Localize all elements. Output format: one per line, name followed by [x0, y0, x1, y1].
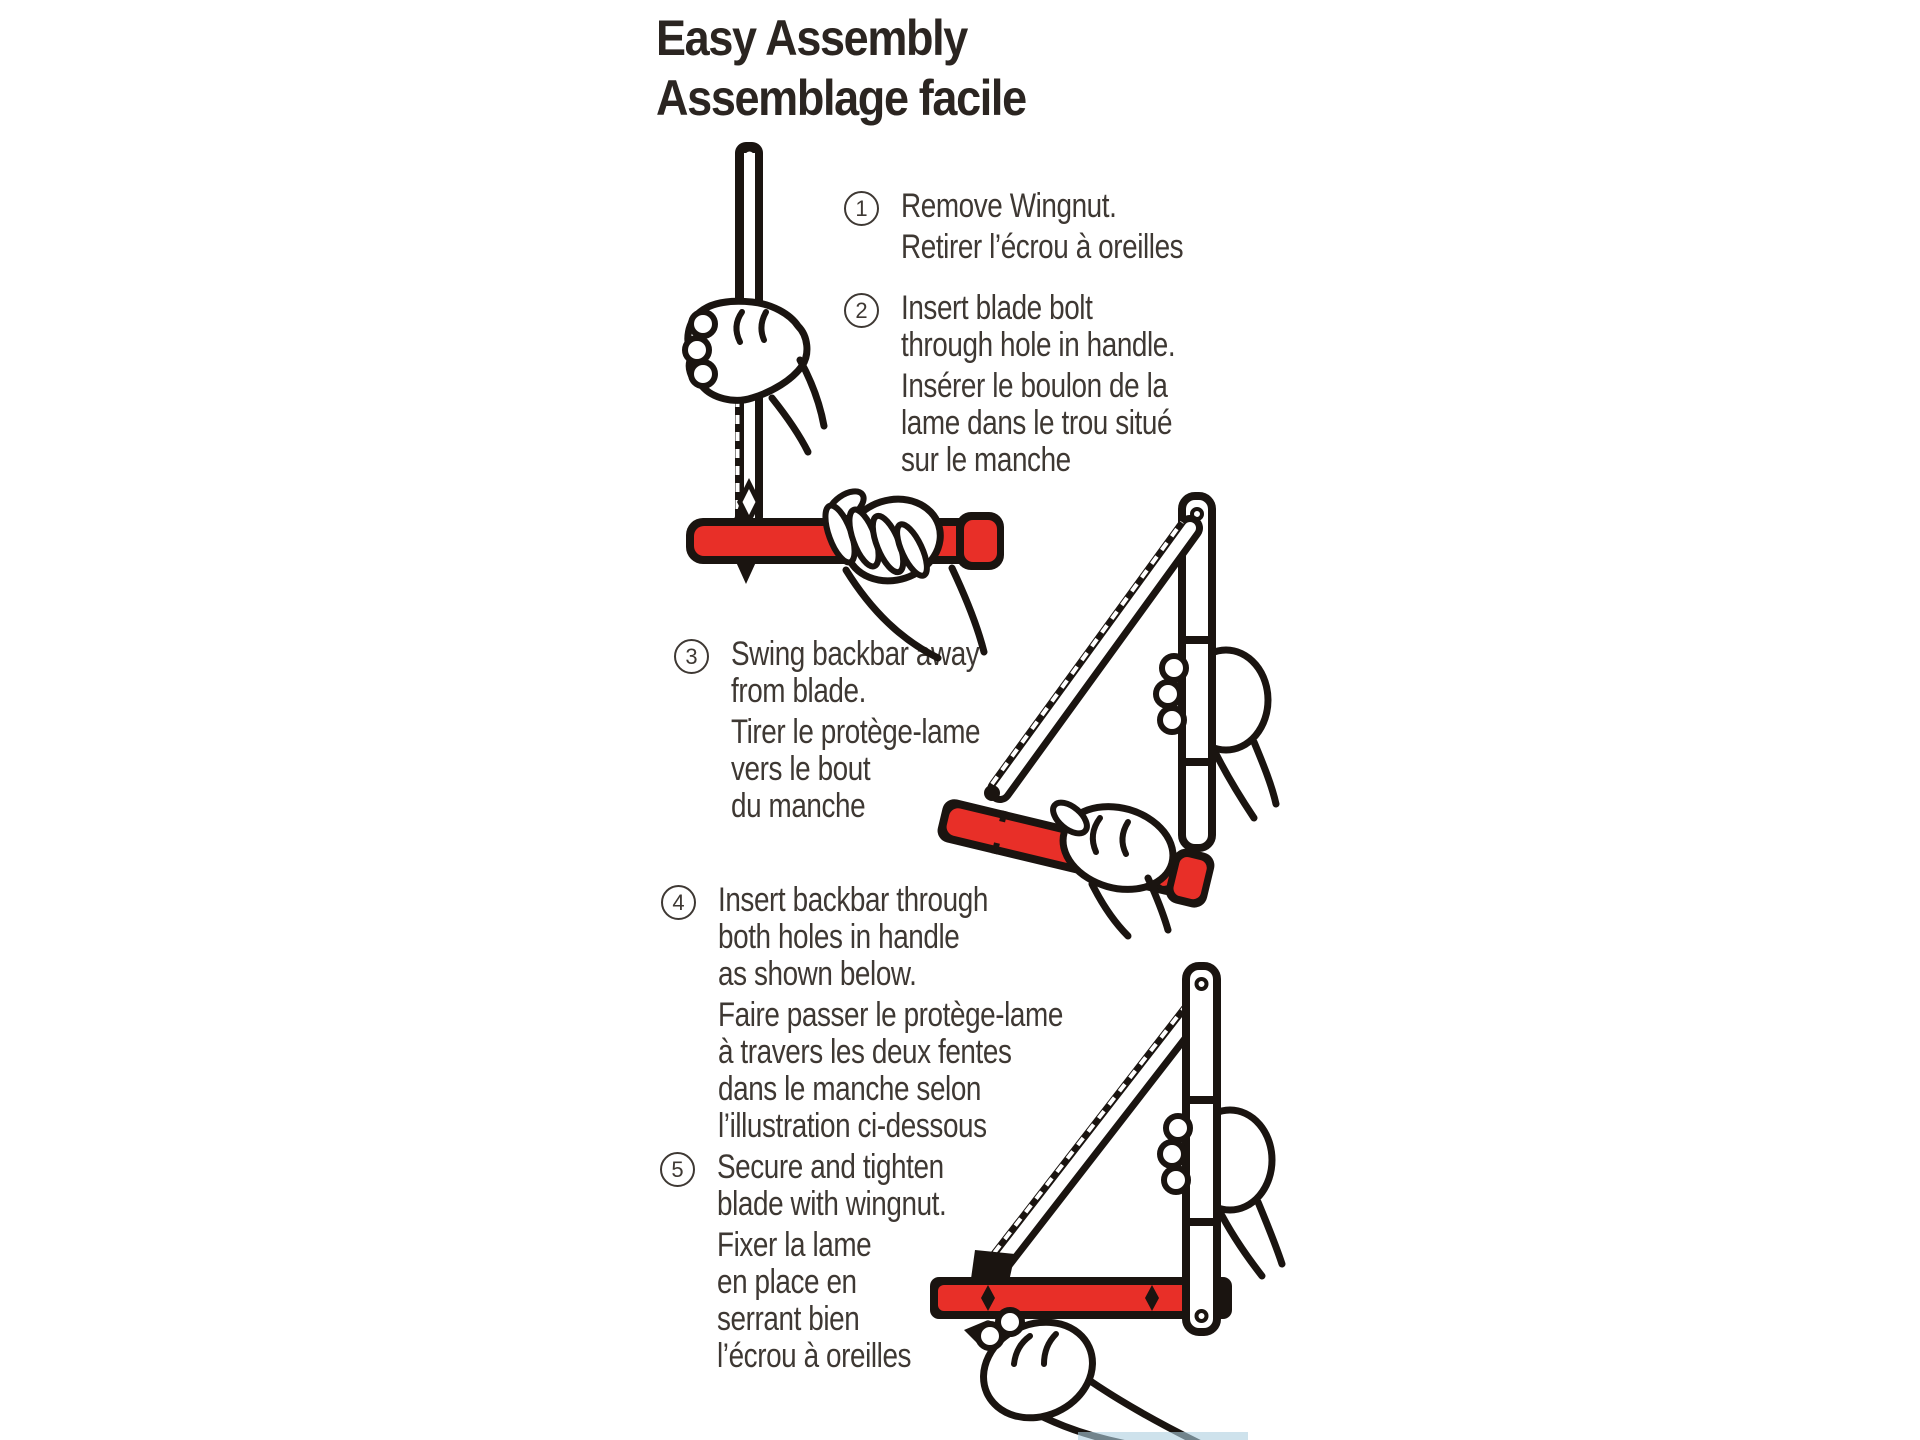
step-2-en-line-2: through hole in handle. — [901, 326, 1176, 364]
step-4-en-line-2: both holes in handle — [718, 918, 960, 956]
step-2-en-line-1: Insert blade bolt — [901, 289, 1093, 327]
step-4-number: 4 — [661, 885, 696, 920]
step-3-en-line-2: from blade. — [731, 672, 866, 710]
step-3-fr-line-3: du manche — [731, 787, 866, 825]
step-4-fr-line-4: l’illustration ci-dessous — [718, 1107, 987, 1145]
page-title-french: Assemblage facile — [656, 70, 1026, 126]
step-1-fr-line-1: Retirer l’écrou à oreilles — [901, 228, 1184, 266]
step-4-fr-line-1: Faire passer le protège-lame — [718, 996, 1063, 1034]
step-2-fr-line-3: sur le manche — [901, 441, 1071, 479]
step-5-fr-line-4: l’écrou à oreilles — [717, 1337, 912, 1375]
step-5-fr-line-2: en place en — [717, 1263, 857, 1301]
page-title-english: Easy Assembly — [656, 10, 967, 66]
table-edge — [1078, 1432, 1248, 1440]
step-2-number: 2 — [844, 293, 879, 328]
step-5-en-line-2: blade with wingnut. — [717, 1185, 947, 1223]
step-4-en-line-3: as shown below. — [718, 955, 917, 993]
step-2-fr-line-2: lame dans le trou situé — [901, 404, 1173, 442]
step-1-number: 1 — [844, 191, 879, 226]
blade-diagonal-assembled — [970, 1008, 1192, 1286]
illustration-blade-over-handle — [685, 142, 1004, 658]
step-2-fr-line-1: Insérer le boulon de la — [901, 367, 1168, 405]
step-4-en-line-1: Insert backbar through — [718, 881, 988, 919]
step-5-number: 5 — [660, 1152, 695, 1187]
step-5-fr-line-1: Fixer la lame — [717, 1226, 872, 1264]
step-5-fr-line-3: serrant bien — [717, 1300, 860, 1338]
step-4-fr-line-2: à travers les deux fentes — [718, 1033, 1012, 1071]
step-3-en-line-1: Swing backbar away — [731, 635, 980, 673]
step-1-en-line-1: Remove Wingnut. — [901, 187, 1117, 225]
blade-diagonal — [984, 522, 1190, 801]
step-3-fr-line-1: Tirer le protège-lame — [731, 713, 981, 751]
step-4-fr-line-3: dans le manche selon — [718, 1070, 982, 1108]
step-3-number: 3 — [674, 639, 709, 674]
step-5-en-line-1: Secure and tighten — [717, 1148, 944, 1186]
hand-gripping-handle — [819, 486, 951, 593]
forearm-right — [846, 568, 984, 658]
hand-tightening-wingnut — [968, 1305, 1108, 1435]
blade-pivot-bolt — [984, 785, 1000, 801]
illustration-assembled — [930, 966, 1282, 1440]
step-3-fr-line-2: vers le bout — [731, 750, 871, 788]
